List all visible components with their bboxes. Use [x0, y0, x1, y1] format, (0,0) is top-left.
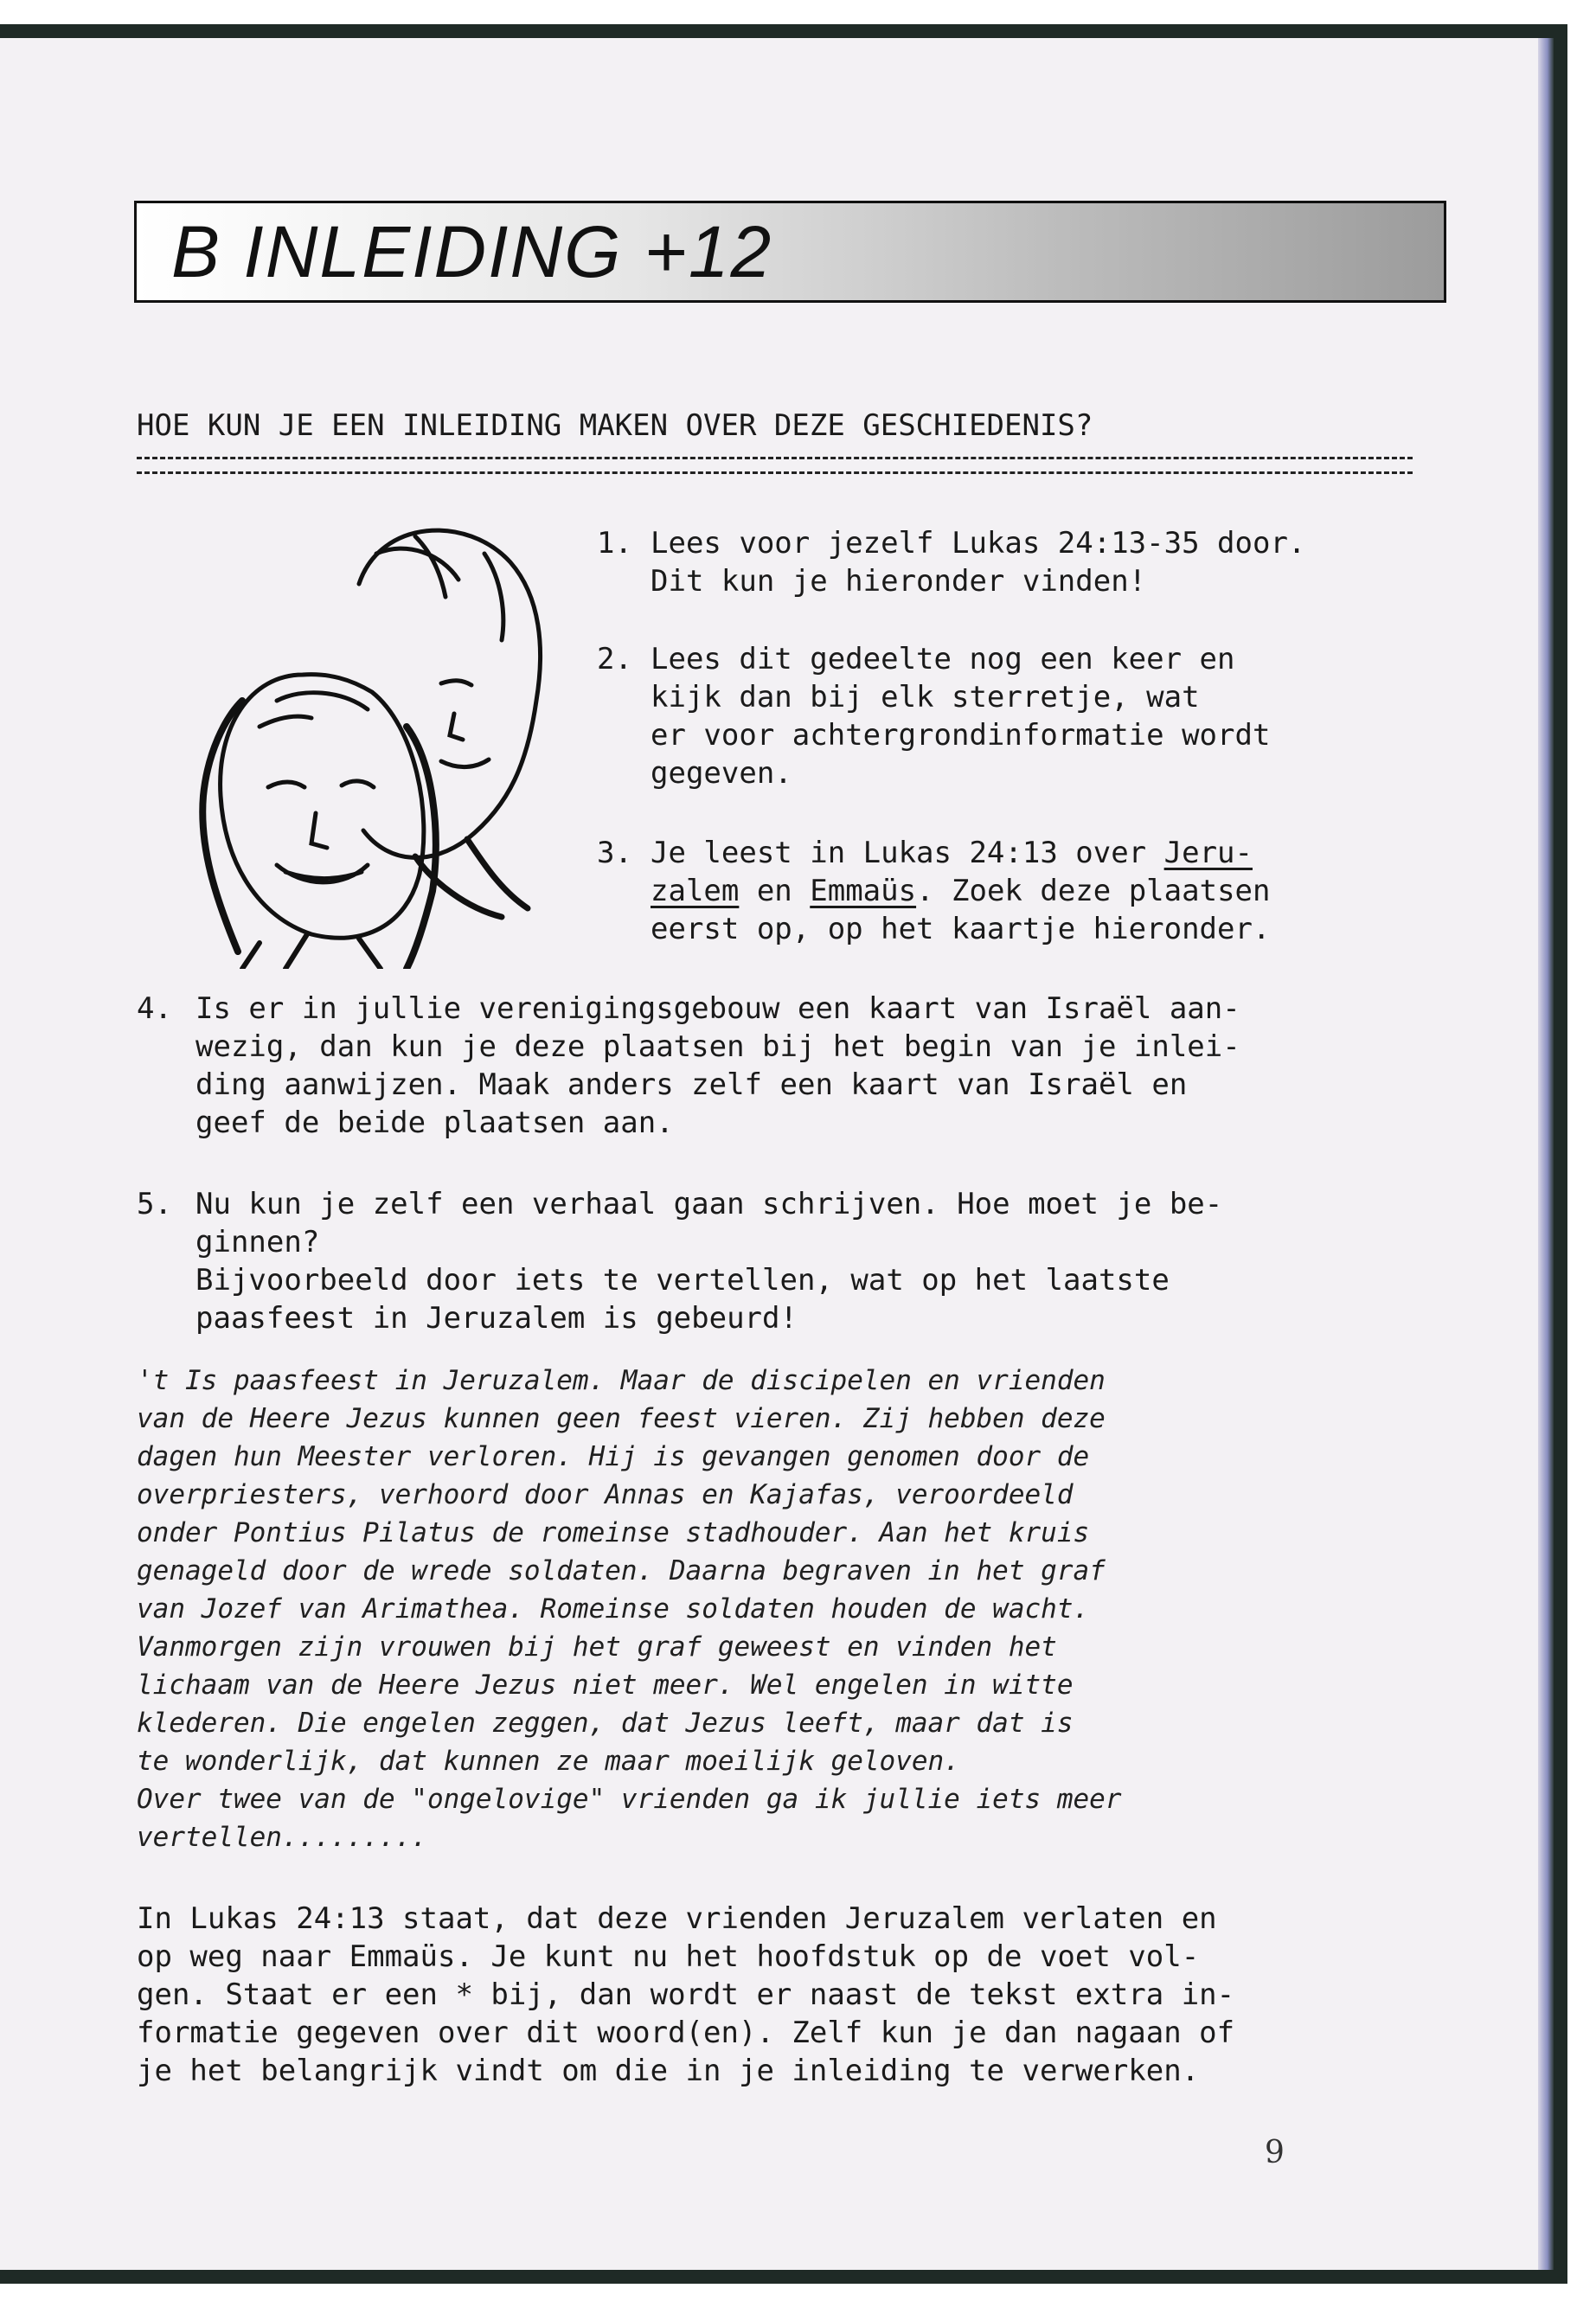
closing-line: formatie gegeven over dit woord(en). Zelf kun je dan nagaan of — [137, 2016, 1235, 2050]
two-children-faces-icon — [156, 502, 588, 969]
step-1-line-2: Dit kun je hieronder vinden! — [651, 564, 1147, 599]
step-3-line-3: eerst op, op het kaartje hieronder. — [651, 912, 1271, 946]
story-line: dagen hun Meester verloren. Hij is gevangen genomen door de — [137, 1441, 1090, 1472]
story-line: te wonderlijk, dat kunnen ze maar moeilijk geloven. — [137, 1746, 960, 1777]
step-5-line-3: Bijvoorbeeld door iets te vertellen, wat op het laatste — [195, 1263, 1170, 1298]
step-4-number: 4. — [137, 991, 172, 1026]
story-line: van Jozef van Arimathea. Romeinse soldaten houden de wacht. — [137, 1593, 1090, 1625]
step-4-line-2: wezig, dan kun je deze plaatsen bij het begin van je inlei- — [195, 1029, 1240, 1064]
closing-line: je het belangrijk vindt om die in je inleiding te verwerken. — [137, 2054, 1200, 2088]
section-title: B INLEIDING +12 — [171, 211, 773, 292]
step-3-number: 3. — [597, 836, 632, 870]
page-edge — [1538, 38, 1554, 2270]
question-heading: HOE KUN JE EEN INLEIDING MAKEN OVER DEZE GESCHIEDENIS? — [137, 408, 1093, 443]
story-line: vertellen......... — [137, 1822, 427, 1853]
jeruzalem-underlined-part-1: Jeru- — [1163, 836, 1253, 870]
step-5-line-2: ginnen? — [195, 1225, 320, 1259]
step-5-line-4: paasfeest in Jeruzalem is gebeurd! — [195, 1301, 798, 1336]
closing-line: gen. Staat er een * bij, dan wordt er naast de tekst extra in- — [137, 1977, 1235, 2012]
step-2-line-1: Lees dit gedeelte nog een keer en — [651, 642, 1235, 676]
emmaus-underlined: Emmaüs — [810, 874, 917, 908]
step-3-rest: . Zoek deze plaatsen — [916, 874, 1271, 908]
step-1-number: 1. — [597, 526, 632, 561]
story-line: 't Is paasfeest in Jeruzalem. Maar de discipelen en vrienden — [137, 1365, 1106, 1396]
step-3-line-2 — [651, 872, 1270, 910]
story-line: Vanmorgen zijn vrouwen bij het graf geweest en vinden het — [137, 1631, 1057, 1663]
step-4-line-1: Is er in jullie verenigingsgebouw een kaart van Israël aan- — [195, 991, 1240, 1026]
story-line: Over twee van de "ongelovige" vrienden ga ik jullie iets meer — [137, 1784, 1122, 1815]
step-4-line-3: ding aanwijzen. Maak anders zelf een kaart van Israël en — [195, 1067, 1188, 1102]
closing-line: op weg naar Emmaüs. Je kunt nu het hoofdstuk op de voet vol- — [137, 1939, 1200, 1974]
step-2-number: 2. — [597, 642, 632, 676]
step-2-line-4: gegeven. — [651, 756, 792, 791]
double-rule-divider — [137, 457, 1413, 474]
page-number: 9 — [1265, 2135, 1285, 2170]
story-line: genageld door de wrede soldaten. Daarna begraven in het graf — [137, 1555, 1106, 1586]
story-line: klederen. Die engelen zeggen, dat Jezus leeft, maar dat is — [137, 1708, 1074, 1739]
step-5-line-1: Nu kun je zelf een verhaal gaan schrijven. Hoe moet je be- — [195, 1187, 1223, 1221]
step-2-line-2: kijk dan bij elk sterretje, wat — [651, 680, 1200, 715]
step-5-number: 5. — [137, 1187, 172, 1221]
section-title-bar — [134, 201, 1446, 303]
story-line: lichaam van de Heere Jezus niet meer. Wel engelen in witte — [137, 1670, 1074, 1701]
step-2-line-3: er voor achtergrondinformatie wordt — [651, 718, 1271, 753]
step-4-line-4: geef de beide plaatsen aan. — [195, 1106, 674, 1140]
story-line: van de Heere Jezus kunnen geen feest vieren. Zij hebben deze — [137, 1403, 1106, 1434]
story-line: overpriesters, verhoord door Annas en Kajafas, veroordeeld — [137, 1479, 1074, 1510]
story-line: onder Pontius Pilatus de romeinse stadhouder. Aan het kruis — [137, 1517, 1090, 1548]
step-3-text: Je leest in Lukas 24:13 over — [651, 836, 1164, 870]
closing-line: In Lukas 24:13 staat, dat deze vrienden Jeruzalem verlaten en — [137, 1901, 1217, 1936]
step-1-line-1: Lees voor jezelf Lukas 24:13-35 door. — [651, 526, 1306, 561]
jeruzalem-underlined-part-2: zalem — [651, 874, 740, 908]
step-3-and: en — [739, 874, 811, 908]
step-3-line-1 — [651, 834, 1253, 872]
